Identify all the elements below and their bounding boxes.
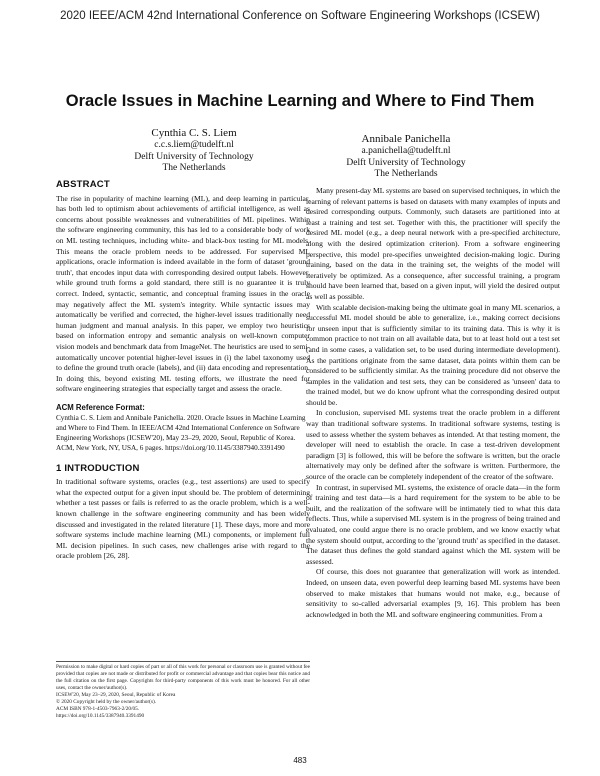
permission-venue: ICSEW'20, May 23–29, 2020, Seoul, Republic of Korea bbox=[56, 692, 176, 698]
permission-doi: https://doi.org/10.1145/3387940.3391490 bbox=[56, 713, 145, 719]
abstract-heading: ABSTRACT bbox=[56, 179, 110, 190]
introduction-heading: 1 INTRODUCTION bbox=[56, 462, 140, 474]
author-block-2 bbox=[306, 133, 506, 181]
author-country: The Netherlands bbox=[374, 169, 438, 179]
abstract-text: The rise in popularity of machine learning (ML), and deep learning in particular, has both led to optimism about achievements of artificial intelligence, as well as concerns about possible weaknesses and vulnerabilities of ML pipelines. Within the software engineering community, this has led to a considerable body of work on ML testing techniques, including white- and black-box testing for ML models. This means the oracle problem needs to be addressed. For supervised ML applications, oracle information is indeed available in the form of dataset 'ground truth', that encodes input data with corresponding desired output labels. However, while ground truth forms a gold standard, there still is no guarantee it is truly correct. Indeed, syntactic, semantic, and conceptual framing issues in the oracle may negatively affect the ML system's integrity. While syntactic issues may automatically be verified and corrected, the higher-level issues traditionally need human judgment and manual analysis. In this paper, we employ two heuristics based on information entropy and semantic analysis on well-known computer vision models and benchmark data from ImageNet. The heuristics are used to semi-automatically uncover potential higher-level issues in (i) the label taxonomy used to define the ground truth oracle (labels), and (ii) data encoding and representation. In doing this, beyond existing ML testing efforts, we illustrate the need for software engineering strategies that especially target and assess the oracle. bbox=[56, 193, 310, 394]
author-country: The Netherlands bbox=[162, 163, 226, 173]
permission-text: Permission to make digital or hard copies of part or all of this work for personal or classroom use is granted without fee provided that copies are not made or distributed for profit or commercial advantage and that copies bear this notice and the full citation on the first page. Copyrights for third-party components of this work must be honored. For all other uses, contact the owner/author(s). bbox=[56, 664, 310, 691]
body-paragraph: Of course, this does not guarantee that generalization will work as intended. Indeed, on unseen data, even powerful deep learning based ML systems have been observed to make mistakes that humans would not make, e.g., because of sensitivity to so-called adversarial examples [9, 16]. This problem has been acknowledged in both the ML and software engineering communities. From a bbox=[306, 567, 560, 619]
right-column bbox=[306, 186, 560, 620]
reference-format-heading: ACM Reference Format: bbox=[56, 402, 145, 412]
body-paragraph: Many present-day ML systems are based on supervised techniques, in which the learning of relevant patterns is based on datasets with many examples of inputs and desired corresponding outputs. Commonly, such datasets are partitioned into at least a training and test set. Together with this, the practitioner will specify the desired ML model (e.g., a deep neural network with a pre-specified architecture, along with the desired optimization criterion). From a software engineering perspective, this model pre-specifies unweighted decision-making logic. During training, based on the data in the training set, the weights of the model will iteratively be optimized. As a consequence, after successful training, a program should have been learned that, based on a given input, will yield the desired output as well as possible. bbox=[306, 186, 560, 301]
reference-format-text: Cynthia C. S. Liem and Annibale Panichella. 2020. Oracle Issues in Machine Learning and Where to Find Them. In IEEE/ACM 42nd International Conference on Software Engineering Workshops (ICSEW'20), May 23–29, 2020, Seoul, Republic of Korea. ACM, New York, NY, USA, 6 pages. https://doi.org/10.1145/3387940.3391490 bbox=[56, 414, 306, 452]
permission-isbn: ACM ISBN 978-1-4503-7963-2/20/05. bbox=[56, 706, 140, 712]
author-block-1 bbox=[94, 127, 294, 175]
paper-title: Oracle Issues in Machine Learning and Where to Find Them bbox=[65, 92, 535, 110]
body-paragraph: In conclusion, supervised ML systems treat the oracle problem in a different way than traditional software systems. In traditional software systems, testing is used to assess whether the system behaves as intended. At that testing moment, the developer will need to establish the oracle. In case a test-driven development paradigm [3] is followed, this will be before the software is written, but the oracle alternatively may only be defined after the software is written. Furthermore, the source of the oracle can be completely independent of the creator of the software. bbox=[306, 408, 560, 482]
author-name: Cynthia C. S. Liem bbox=[151, 127, 237, 139]
author-affiliation: Delft University of Technology bbox=[346, 157, 466, 168]
introduction-text: In traditional software systems, oracles (e.g., test assertions) are used to specify what the expected output for a given input should be. The problem of determining whether a test passes or fails is referred to as the oracle problem, which is a well-known challenge in the software engineering community and has been widely discussed and investigated in the related literature [1]. These days, more and more software systems include machine learning (ML) components, or implement full ML decision pipelines. In such cases, new challenges arise with regard to the oracle problem [26, 28]. bbox=[56, 477, 310, 561]
author-affiliation: Delft University of Technology bbox=[134, 151, 254, 162]
page-number: 483 bbox=[293, 756, 307, 765]
body-paragraph: In contrast, in supervised ML systems, the existence of oracle data—in the form of training and test data—is a hard requirement for the system to be able to be built, and the realization of the software will be intimately tied to what this data reflects. Thus, while a supervised ML system is in the progress of being trained and evaluated, one could argue there is no oracle problem, and we know exactly what the system should output, according to the 'ground truth' as specified in the dataset. The dataset thus defines the gold standard against which the ML system will be assessed. bbox=[306, 482, 560, 566]
permission-copyright: © 2020 Copyright held by the owner/author(s). bbox=[56, 699, 157, 705]
author-email: c.c.s.liem@tudelft.nl bbox=[154, 140, 234, 150]
author-name: Annibale Panichella bbox=[361, 133, 451, 145]
left-column bbox=[56, 180, 310, 562]
conference-header: 2020 IEEE/ACM 42nd International Conference on Software Engineering Workshops (ICSEW) bbox=[60, 10, 540, 22]
author-email: a.panichella@tudelft.nl bbox=[361, 146, 451, 156]
permission-footnote bbox=[56, 661, 310, 720]
body-paragraph: With scalable decision-making being the ultimate goal in many ML scenarios, a successful ML model should be able to generalize, i.e., making correct decisions for unseen input that is sufficiently similar to its training data. This is why it is common practice to not train on all available data, but to at least hold out a test set (and in some cases, a validation set, to be used during intermediate development). As the partitions originate from the same dataset, data points within them can be considered to be sufficiently similar. As the training procedure did not observe the samples in the validation and test sets, they can be considered as 'unseen' data to the trained model, but we do know upfront what the corresponding desired output should be. bbox=[306, 302, 560, 407]
